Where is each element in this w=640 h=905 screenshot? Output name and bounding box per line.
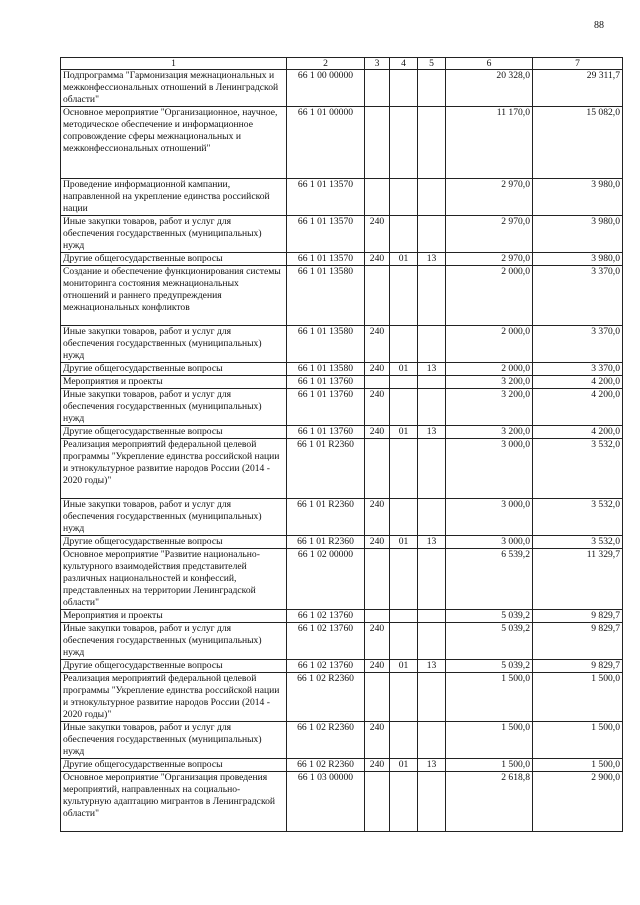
table-row	[61, 759, 623, 772]
row-name: Другие общегосударственные вопросы	[61, 426, 287, 439]
row-name: Реализация мероприятий федеральной целевой программы "Укрепление единства российской нации и этнокультурное развитие народов России (2014 - 2020 годы)"	[61, 439, 287, 499]
table-row	[61, 107, 623, 179]
row-name: Создание и обеспечение функционирования системы мониторинга состояния межнациональных отношений и раннего предупреждения межнациональных конфликтов	[61, 266, 287, 326]
row-section: 01	[390, 660, 418, 673]
row-subsection	[418, 266, 446, 326]
header-col-4: 4	[390, 58, 418, 70]
row-section	[390, 772, 418, 832]
row-amount-col6: 2 970,0	[446, 216, 533, 253]
row-code: 66 1 01 R2360	[287, 536, 365, 549]
row-section	[390, 216, 418, 253]
row-subsection	[418, 439, 446, 499]
row-amount-col6: 1 500,0	[446, 722, 533, 759]
table-row	[61, 326, 623, 363]
row-section: 01	[390, 363, 418, 376]
row-section: 01	[390, 426, 418, 439]
row-subsection	[418, 107, 446, 179]
row-amount-col6: 1 500,0	[446, 759, 533, 772]
row-name: Мероприятия и проекты	[61, 376, 287, 389]
table-row	[61, 376, 623, 389]
row-section	[390, 179, 418, 216]
row-expense-type: 240	[365, 253, 390, 266]
row-expense-type: 240	[365, 623, 390, 660]
row-subsection	[418, 216, 446, 253]
row-amount-col6: 3 200,0	[446, 389, 533, 426]
row-subsection	[418, 499, 446, 536]
row-amount-col7: 1 500,0	[533, 722, 623, 759]
row-amount-col7: 3 370,0	[533, 266, 623, 326]
row-amount-col7: 3 980,0	[533, 179, 623, 216]
row-code: 66 1 01 13580	[287, 363, 365, 376]
header-col-7: 7	[533, 58, 623, 70]
header-col-1: 1	[61, 58, 287, 70]
row-subsection: 13	[418, 536, 446, 549]
table-row	[61, 660, 623, 673]
row-section	[390, 623, 418, 660]
row-code: 66 1 02 13760	[287, 660, 365, 673]
row-amount-col6: 6 539,2	[446, 549, 533, 610]
row-expense-type: 240	[365, 426, 390, 439]
row-name: Иные закупки товаров, работ и услуг для обеспечения государственных (муниципальных) нужд	[61, 326, 287, 363]
header-col-3: 3	[365, 58, 390, 70]
row-code: 66 1 01 13580	[287, 266, 365, 326]
row-name: Основное мероприятие "Организационное, научное, методическое обеспечение и информационное сопровождение сферы межнациональных и межконфессиональных отношений"	[61, 107, 287, 179]
row-code: 66 1 02 00000	[287, 549, 365, 610]
row-name: Основное мероприятие "Организация проведения мероприятий, направленных на социально-культурную адаптацию мигрантов в Ленинградской области"	[61, 772, 287, 832]
row-expense-type: 240	[365, 216, 390, 253]
row-code: 66 1 01 13580	[287, 326, 365, 363]
table-row	[61, 179, 623, 216]
row-amount-col6: 20 328,0	[446, 70, 533, 107]
row-amount-col6: 11 170,0	[446, 107, 533, 179]
row-section	[390, 549, 418, 610]
page-number: 88	[594, 20, 604, 31]
row-code: 66 1 01 13570	[287, 216, 365, 253]
table-row	[61, 549, 623, 610]
row-expense-type	[365, 376, 390, 389]
table-row	[61, 253, 623, 266]
row-amount-col6: 2 970,0	[446, 253, 533, 266]
row-section	[390, 326, 418, 363]
row-amount-col7: 3 532,0	[533, 536, 623, 549]
row-name: Другие общегосударственные вопросы	[61, 363, 287, 376]
table-row	[61, 426, 623, 439]
row-section	[390, 610, 418, 623]
row-subsection	[418, 326, 446, 363]
row-expense-type: 240	[365, 722, 390, 759]
row-amount-col7: 29 311,7	[533, 70, 623, 107]
table-row	[61, 389, 623, 426]
row-subsection: 13	[418, 253, 446, 266]
row-expense-type	[365, 673, 390, 722]
row-subsection: 13	[418, 759, 446, 772]
row-amount-col7: 3 980,0	[533, 216, 623, 253]
row-expense-type: 240	[365, 363, 390, 376]
row-expense-type	[365, 266, 390, 326]
table-row	[61, 70, 623, 107]
header-col-6: 6	[446, 58, 533, 70]
row-amount-col7: 4 200,0	[533, 426, 623, 439]
row-name: Мероприятия и проекты	[61, 610, 287, 623]
row-amount-col6: 5 039,2	[446, 623, 533, 660]
row-section	[390, 673, 418, 722]
row-amount-col7: 9 829,7	[533, 610, 623, 623]
row-code: 66 1 00 00000	[287, 70, 365, 107]
row-section	[390, 722, 418, 759]
row-name: Основное мероприятие "Развитие национально-культурного взаимодействия представителей различных национальностей и конфессий, представленных на территории Ленинградской области"	[61, 549, 287, 610]
row-subsection: 13	[418, 660, 446, 673]
row-section: 01	[390, 759, 418, 772]
row-expense-type	[365, 439, 390, 499]
row-section	[390, 439, 418, 499]
row-name: Другие общегосударственные вопросы	[61, 660, 287, 673]
row-amount-col6: 2 000,0	[446, 363, 533, 376]
row-expense-type	[365, 107, 390, 179]
table-row	[61, 673, 623, 722]
row-code: 66 1 02 R2360	[287, 759, 365, 772]
row-expense-type: 240	[365, 499, 390, 536]
row-amount-col7: 3 532,0	[533, 499, 623, 536]
row-subsection: 13	[418, 363, 446, 376]
table-row	[61, 623, 623, 660]
row-amount-col7: 1 500,0	[533, 673, 623, 722]
row-expense-type: 240	[365, 536, 390, 549]
row-subsection: 13	[418, 426, 446, 439]
row-code: 66 1 02 R2360	[287, 673, 365, 722]
header-row	[61, 58, 623, 70]
row-name: Иные закупки товаров, работ и услуг для обеспечения государственных (муниципальных) нужд	[61, 722, 287, 759]
row-name: Иные закупки товаров, работ и услуг для обеспечения государственных (муниципальных) нужд	[61, 623, 287, 660]
header-col-5: 5	[418, 58, 446, 70]
row-code: 66 1 01 13760	[287, 376, 365, 389]
table-row	[61, 499, 623, 536]
row-amount-col6: 1 500,0	[446, 673, 533, 722]
row-subsection	[418, 376, 446, 389]
row-subsection	[418, 389, 446, 426]
row-section	[390, 499, 418, 536]
row-code: 66 1 01 00000	[287, 107, 365, 179]
table-row	[61, 722, 623, 759]
row-code: 66 1 01 R2360	[287, 499, 365, 536]
row-section	[390, 389, 418, 426]
row-expense-type: 240	[365, 759, 390, 772]
row-amount-col6: 3 000,0	[446, 439, 533, 499]
row-amount-col7: 4 200,0	[533, 389, 623, 426]
row-amount-col6: 3 000,0	[446, 499, 533, 536]
row-subsection	[418, 70, 446, 107]
row-expense-type: 240	[365, 326, 390, 363]
row-amount-col6: 3 200,0	[446, 426, 533, 439]
table-row	[61, 536, 623, 549]
table-row	[61, 610, 623, 623]
row-amount-col7: 9 829,7	[533, 623, 623, 660]
row-expense-type	[365, 70, 390, 107]
row-section	[390, 266, 418, 326]
row-code: 66 1 02 13760	[287, 610, 365, 623]
row-code: 66 1 01 13760	[287, 389, 365, 426]
row-subsection	[418, 772, 446, 832]
row-code: 66 1 02 13760	[287, 623, 365, 660]
row-amount-col7: 1 500,0	[533, 759, 623, 772]
row-subsection	[418, 623, 446, 660]
table-body	[61, 70, 623, 832]
row-amount-col6: 3 200,0	[446, 376, 533, 389]
row-amount-col7: 4 200,0	[533, 376, 623, 389]
row-name: Иные закупки товаров, работ и услуг для обеспечения государственных (муниципальных) нужд	[61, 499, 287, 536]
row-code: 66 1 01 13760	[287, 426, 365, 439]
row-expense-type	[365, 610, 390, 623]
row-subsection	[418, 722, 446, 759]
table-row	[61, 363, 623, 376]
row-amount-col7: 3 370,0	[533, 326, 623, 363]
row-amount-col6: 2 000,0	[446, 326, 533, 363]
row-expense-type	[365, 772, 390, 832]
row-subsection	[418, 179, 446, 216]
row-amount-col6: 5 039,2	[446, 610, 533, 623]
row-code: 66 1 01 13570	[287, 179, 365, 216]
row-section	[390, 107, 418, 179]
row-amount-col6: 3 000,0	[446, 536, 533, 549]
row-subsection	[418, 610, 446, 623]
table-row	[61, 216, 623, 253]
table-row	[61, 772, 623, 832]
budget-table	[60, 57, 623, 832]
row-amount-col7: 3 980,0	[533, 253, 623, 266]
row-code: 66 1 02 R2360	[287, 722, 365, 759]
row-expense-type	[365, 179, 390, 216]
row-name: Проведение информационной кампании, направленной на укрепление единства российской нации	[61, 179, 287, 216]
row-amount-col7: 9 829,7	[533, 660, 623, 673]
row-name: Реализация мероприятий федеральной целевой программы "Укрепление единства российской нации и этнокультурное развитие народов России (2014 - 2020 годы)"	[61, 673, 287, 722]
row-amount-col6: 2 970,0	[446, 179, 533, 216]
row-name: Другие общегосударственные вопросы	[61, 253, 287, 266]
row-name: Другие общегосударственные вопросы	[61, 759, 287, 772]
row-amount-col7: 15 082,0	[533, 107, 623, 179]
row-amount-col7: 11 329,7	[533, 549, 623, 610]
row-expense-type: 240	[365, 660, 390, 673]
row-name: Иные закупки товаров, работ и услуг для обеспечения государственных (муниципальных) нужд	[61, 389, 287, 426]
row-amount-col6: 5 039,2	[446, 660, 533, 673]
row-amount-col7: 2 900,0	[533, 772, 623, 832]
row-subsection	[418, 549, 446, 610]
row-section	[390, 70, 418, 107]
row-code: 66 1 01 R2360	[287, 439, 365, 499]
header-col-2: 2	[287, 58, 365, 70]
row-section	[390, 376, 418, 389]
row-section: 01	[390, 253, 418, 266]
table-row	[61, 439, 623, 499]
row-expense-type: 240	[365, 389, 390, 426]
row-subsection	[418, 673, 446, 722]
row-amount-col6: 2 000,0	[446, 266, 533, 326]
row-amount-col7: 3 532,0	[533, 439, 623, 499]
row-name: Другие общегосударственные вопросы	[61, 536, 287, 549]
row-name: Подпрограмма "Гармонизация межнациональных и межконфессиональных отношений в Ленинградской области"	[61, 70, 287, 107]
row-amount-col6: 2 618,8	[446, 772, 533, 832]
row-code: 66 1 03 00000	[287, 772, 365, 832]
row-code: 66 1 01 13570	[287, 253, 365, 266]
row-section: 01	[390, 536, 418, 549]
row-name: Иные закупки товаров, работ и услуг для обеспечения государственных (муниципальных) нужд	[61, 216, 287, 253]
row-expense-type	[365, 549, 390, 610]
row-amount-col7: 3 370,0	[533, 363, 623, 376]
table-row	[61, 266, 623, 326]
